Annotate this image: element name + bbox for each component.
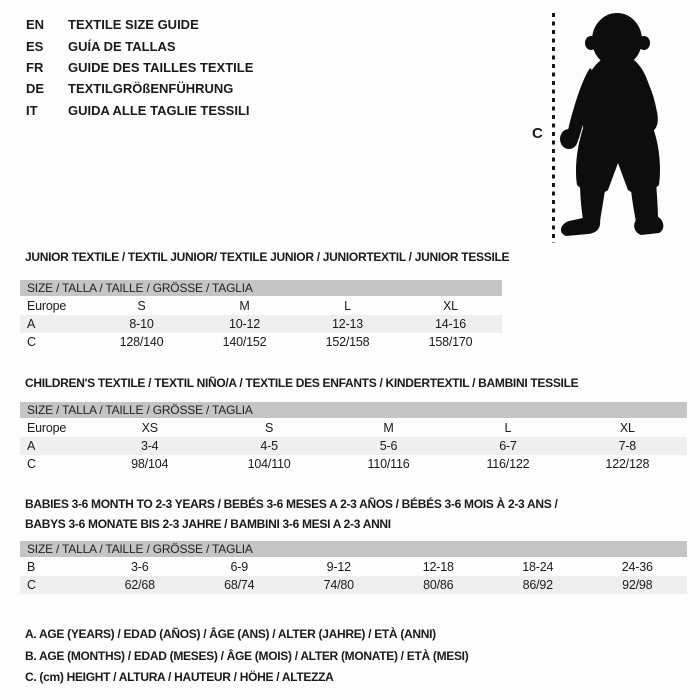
size-cell: 8-10 <box>129 317 154 331</box>
table-row <box>20 315 502 333</box>
row-label: C <box>27 457 36 471</box>
size-cell: 24-36 <box>621 560 653 574</box>
size-header-bar: SIZE / TALLA / TAILLE / GRÖSSE / TAGLIA <box>20 402 687 418</box>
size-cell: 74/80 <box>323 578 354 592</box>
row-label: A <box>27 439 36 453</box>
size-cell: 98/104 <box>131 457 169 471</box>
height-dashed-line <box>552 13 555 243</box>
note-b: B. AGE (MONTHS) / EDAD (MESES) / ÂGE (MOIS) / ALTER (MONATE) / ETÀ (MESI) <box>25 648 469 663</box>
size-cell: 122/128 <box>605 457 650 471</box>
language-code: EN <box>26 17 45 33</box>
language-code: DE <box>26 81 45 97</box>
size-cell: 152/158 <box>325 335 370 349</box>
row-label: A <box>27 317 36 331</box>
table-row <box>20 437 687 455</box>
measure-c-label: C <box>532 125 543 142</box>
language-row-de <box>26 78 253 99</box>
toddler-silhouette-icon <box>556 10 666 240</box>
language-label: GUÍA DE TALLAS <box>68 38 176 54</box>
table-body <box>20 419 687 473</box>
size-cell: 12-13 <box>332 317 363 331</box>
legend-notes <box>20 624 468 689</box>
section-babies <box>20 494 687 594</box>
size-header-bar: SIZE / TALLA / TAILLE / GRÖSSE / TAGLIA <box>20 280 502 296</box>
size-cell: 62/68 <box>124 578 155 592</box>
size-cell: 158/170 <box>428 335 473 349</box>
size-cell: 86/92 <box>522 578 553 592</box>
size-cell: M <box>383 421 394 435</box>
table-body <box>20 558 687 594</box>
children-size-table <box>20 402 687 473</box>
size-cell: M <box>239 299 250 313</box>
row-label: Europe <box>27 299 67 313</box>
language-code: FR <box>26 59 44 75</box>
language-list <box>26 14 253 121</box>
size-cell: 4-5 <box>260 439 278 453</box>
size-cell: XS <box>141 421 158 435</box>
size-cell: 10-12 <box>229 317 260 331</box>
section-title-line-2: BABYS 3-6 MONATE BIS 2-3 JAHRE / BAMBINI 3-6 MESI A 2-3 ANNI <box>25 517 391 531</box>
size-cell: 140/152 <box>222 335 267 349</box>
size-cell: 6-7 <box>499 439 517 453</box>
language-code: IT <box>26 102 38 118</box>
note-a: A. AGE (YEARS) / EDAD (AÑOS) / ÂGE (ANS) / ALTER (JAHRE) / ETÀ (ANNI) <box>25 627 436 641</box>
size-cell: 14-16 <box>435 317 466 331</box>
row-label: C <box>27 578 36 592</box>
size-cell: XL <box>619 421 635 435</box>
size-cell: 12-18 <box>422 560 454 574</box>
note-c: C. (cm) HEIGHT / ALTURA / HAUTEUR / HÖHE / ALTEZZA <box>25 670 334 684</box>
size-cell: XL <box>443 299 458 313</box>
table-row <box>20 333 502 351</box>
size-cell: 3-6 <box>131 560 149 574</box>
size-cell: 116/122 <box>486 457 530 471</box>
section-title: CHILDREN'S TEXTILE / TEXTIL NIÑO/A / TEXTILE DES ENFANTS / KINDERTEXTIL / BAMBINI TESSILE <box>25 376 579 390</box>
size-cell: L <box>344 299 351 313</box>
size-cell: 128/140 <box>119 335 164 349</box>
size-cell: 80/86 <box>423 578 454 592</box>
junior-size-table <box>20 280 502 351</box>
section-title: JUNIOR TEXTILE / TEXTIL JUNIOR/ TEXTILE JUNIOR / JUNIORTEXTIL / JUNIOR TESSILE <box>25 250 510 264</box>
size-header-bar: SIZE / TALLA / TAILLE / GRÖSSE / TAGLIA <box>20 541 687 557</box>
table-row <box>20 297 502 315</box>
language-row-es <box>26 35 253 56</box>
size-cell: 7-8 <box>618 439 637 453</box>
size-cell: 6-9 <box>230 560 248 574</box>
size-cell: 5-6 <box>379 439 398 453</box>
language-label: TEXTILGRÖßENFÜHRUNG <box>68 81 234 97</box>
language-row-en <box>26 14 253 35</box>
row-label: Europe <box>27 421 67 435</box>
table-body <box>20 297 502 351</box>
size-cell: 18-24 <box>522 560 554 574</box>
language-label: GUIDE DES TAILLES TEXTILE <box>68 59 254 75</box>
language-label: TEXTILE SIZE GUIDE <box>68 17 199 33</box>
size-cell: 68/74 <box>224 578 255 592</box>
size-cell: L <box>504 421 512 435</box>
row-label: B <box>27 560 36 574</box>
language-row-it <box>26 100 253 121</box>
size-cell: 9-12 <box>326 560 351 574</box>
size-cell: S <box>137 299 146 313</box>
size-cell: 110/116 <box>367 457 410 471</box>
size-cell: 104/110 <box>247 457 291 471</box>
babies-size-table <box>20 541 687 594</box>
table-row <box>20 576 687 594</box>
table-row <box>20 455 687 473</box>
section-title-line-1: BABIES 3-6 MONTH TO 2-3 YEARS / BEBÉS 3-6 MESES A 2-3 AÑOS / BÉBÉS 3-6 MOIS À 2-3 ANS / <box>25 497 558 511</box>
row-label: C <box>27 335 36 349</box>
section-children <box>20 376 687 473</box>
table-row <box>20 558 687 576</box>
size-cell: 3-4 <box>140 439 159 453</box>
height-measure-figure <box>528 10 700 250</box>
size-cell: 92/98 <box>622 578 653 592</box>
section-junior <box>20 250 510 351</box>
language-label: GUIDA ALLE TAGLIE TESSILI <box>68 102 250 118</box>
size-cell: S <box>265 421 274 435</box>
language-row-fr <box>26 57 253 78</box>
language-code: ES <box>26 38 44 54</box>
table-row <box>20 419 687 437</box>
